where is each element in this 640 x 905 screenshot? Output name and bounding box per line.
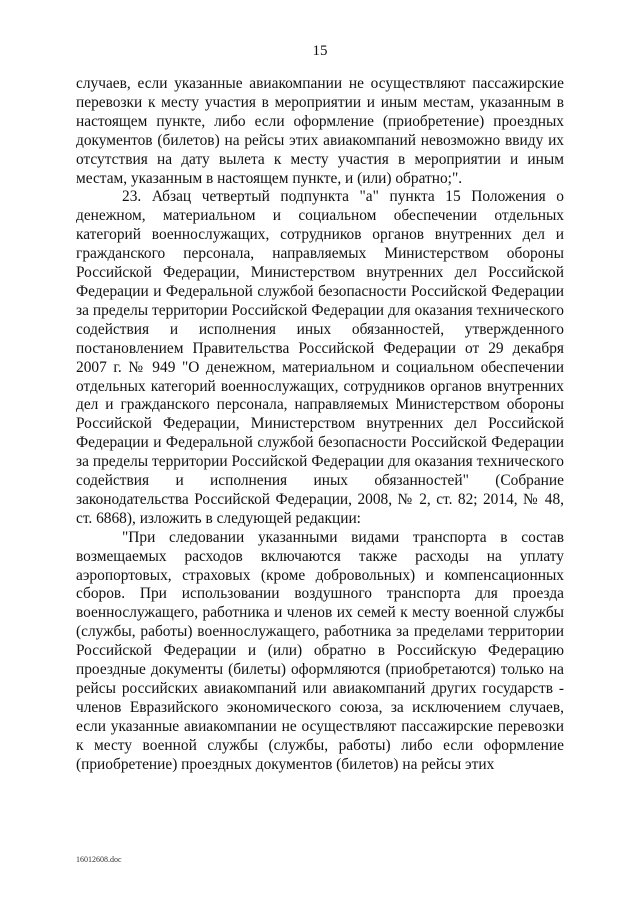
paragraph-new-wording: "При следовании указанными видами транспорта в состав возмещаемых расходов включаются также расходы на уплату аэропортовых, страховых (кроме добровольных) и компенсационных сборов. При использовании воздушного транспорта для проезда военнослужащего, работника и членов их семей к месту военной службы (службы, работы) военнослужащего, работника за пределами территории Российской Федерации и (или) обратно в Российскую Федерацию проездные документы (билеты) оформляются (приобретаются) только на рейсы российских авиакомпаний или авиакомпаний других государств - членов Евразийского экономического союза, за исключением случаев, если указанные авиакомпании не осуществляют пассажирские перевозки к месту военной службы (службы, работы) либо если оформление (приобретение) проездных документов (билетов) на рейсы этих [76,528,564,773]
footer-file-name: 16012608.doc [76,855,122,864]
paragraph-item-23: 23. Абзац четвертый подпункта "а" пункта 15 Положения о денежном, материальном и социальном обеспечении отдельных категорий военнослужащих, сотрудников органов внутренних дел и гражданского персонала, направляемых Министерством обороны Российской Федерации, Министерством внутренних дел Российской Федерации и Федеральной службой безопасности Российской Федерации за пределы территории Российской Федерации для оказания технического содействия и исполнения иных обязанностей, утвержденного постановлением Правительства Российской Федерации от 29 декабря 2007 г. № 949 "О денежном, материальном и социальном обеспечении отдельных категорий военнослужащих, сотрудников органов внутренних дел и гражданского персонала, направляемых Министерством обороны Российской Федерации, Министерством внутренних дел Российской Федерации и Федеральной службой безопасности Российской Федерации за пределы территории Российской Федерации для оказания технического содействия и исполнения иных обязанностей" (Собрание законодательства Российской Федерации, 2008, № 2, ст. 82; 2014, № 48, ст. 6868), изложить в следующей редакции: [76,188,564,527]
page-number: 15 [312,43,328,59]
paragraph-continuation: случаев, если указанные авиакомпании не осуществляют пассажирские перевозки к месту участия в мероприятии и иным местам, указанным в настоящем пункте, либо если оформление (приобретение) проездных документов (билетов) на рейсы этих авиакомпаний невозможно ввиду их отсутствия на дату вылета к месту участия в мероприятии и иным местам, указанным в настоящем пункте, и (или) обратно;". [76,75,564,187]
document-body [76,75,564,775]
